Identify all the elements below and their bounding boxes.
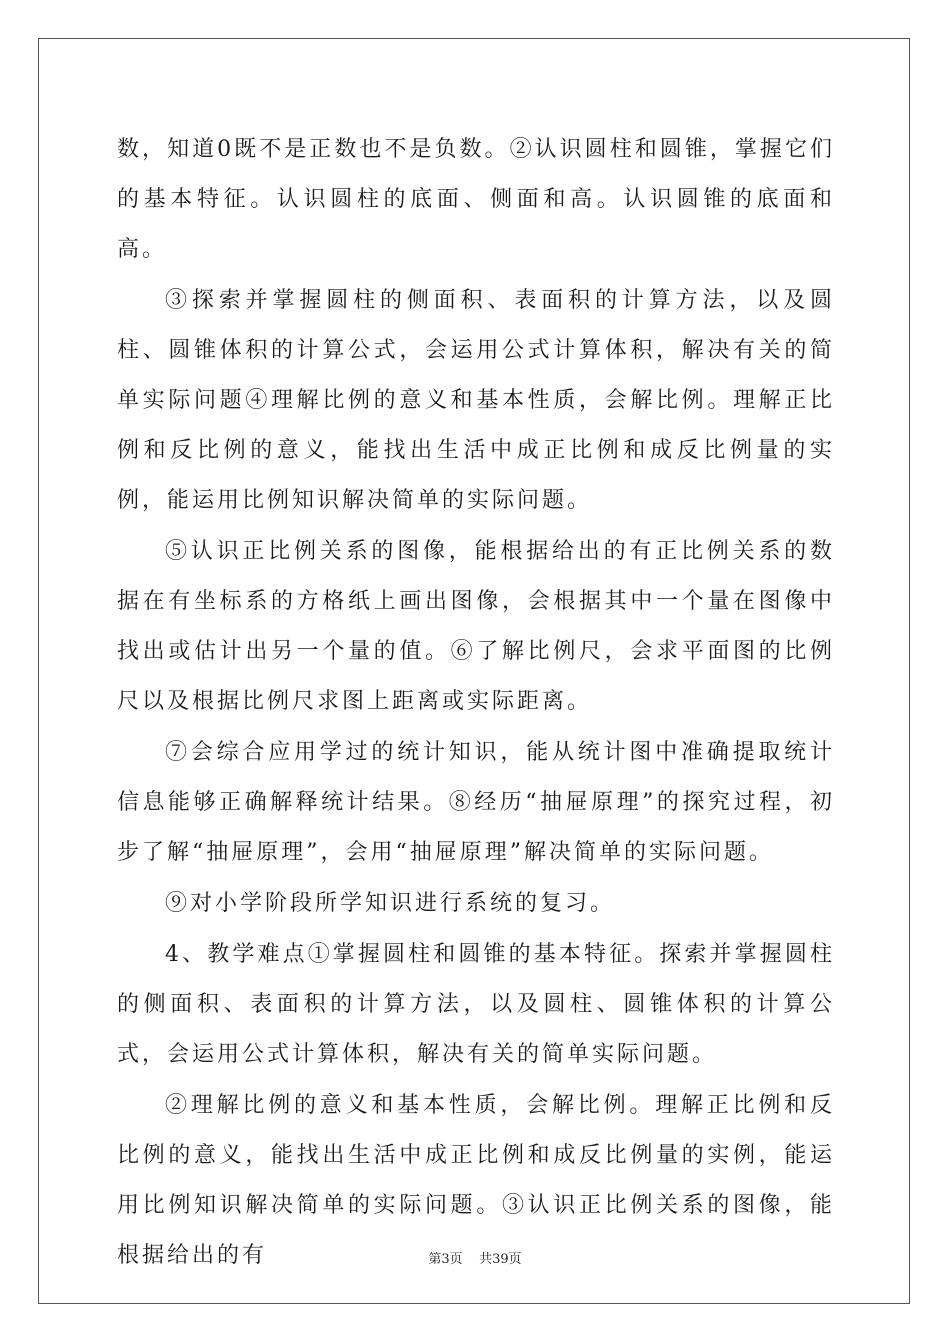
page-number: 第3页 bbox=[428, 1252, 463, 1267]
paragraph-2: ③探索并掌握圆柱的侧面积、表面积的计算方法，以及圆柱、圆锥体积的计算公式，会运用公式计算体积，解决有关的简单实际问题④理解比例的意义和基本性质，会解比例。理解正比例和反比例的意义，能找出生活中成正比例和成反比例量的实例，能运用比例知识解决简单的实际问题。 bbox=[117, 288, 835, 513]
paragraph-7: ②理解比例的意义和基本性质，会解比例。理解正比例和反比例的意义，能找出生活中成正比例和成反比例量的实例，能运用比例知识解决简单的实际问题。③认识正比例关系的图像，能根据给出的有 bbox=[117, 1093, 835, 1268]
paragraph-5: ⑨对小学阶段所学知识进行系统的复习。 bbox=[165, 891, 616, 916]
paragraph-1: 数，知道0既不是正数也不是负数。②认识圆柱和圆锥，掌握它们的基本特征。认识圆柱的底面、侧面和高。认识圆锥的底面和高。 bbox=[117, 137, 835, 262]
page-footer bbox=[0, 1248, 950, 1267]
paragraph-3: ⑤认识正比例关系的图像，能根据给出的有正比例关系的数据在有坐标系的方格纸上画出图像，会根据其中一个量在图像中找出或估计出另一个量的值。⑥了解比例尺，会求平面图的比例尺以及根据比例尺求图上距离或实际距离。 bbox=[117, 539, 835, 714]
paragraph-4: ⑦会综合应用学过的统计知识，能从统计图中准确提取统计信息能够正确解释统计结果。⑧经历“抽屉原理”的探究过程，初步了解“抽屉原理”，会用“抽屉原理”解决简单的实际问题。 bbox=[117, 740, 835, 865]
document-body bbox=[117, 125, 835, 1281]
page-total: 共39页 bbox=[479, 1252, 522, 1267]
paragraph-6: 4、教学难点①掌握圆柱和圆锥的基本特征。探索并掌握圆柱的侧面积、表面积的计算方法，以及圆柱、圆锥体积的计算公式，会运用公式计算体积，解决有关的简单实际问题。 bbox=[117, 942, 835, 1067]
